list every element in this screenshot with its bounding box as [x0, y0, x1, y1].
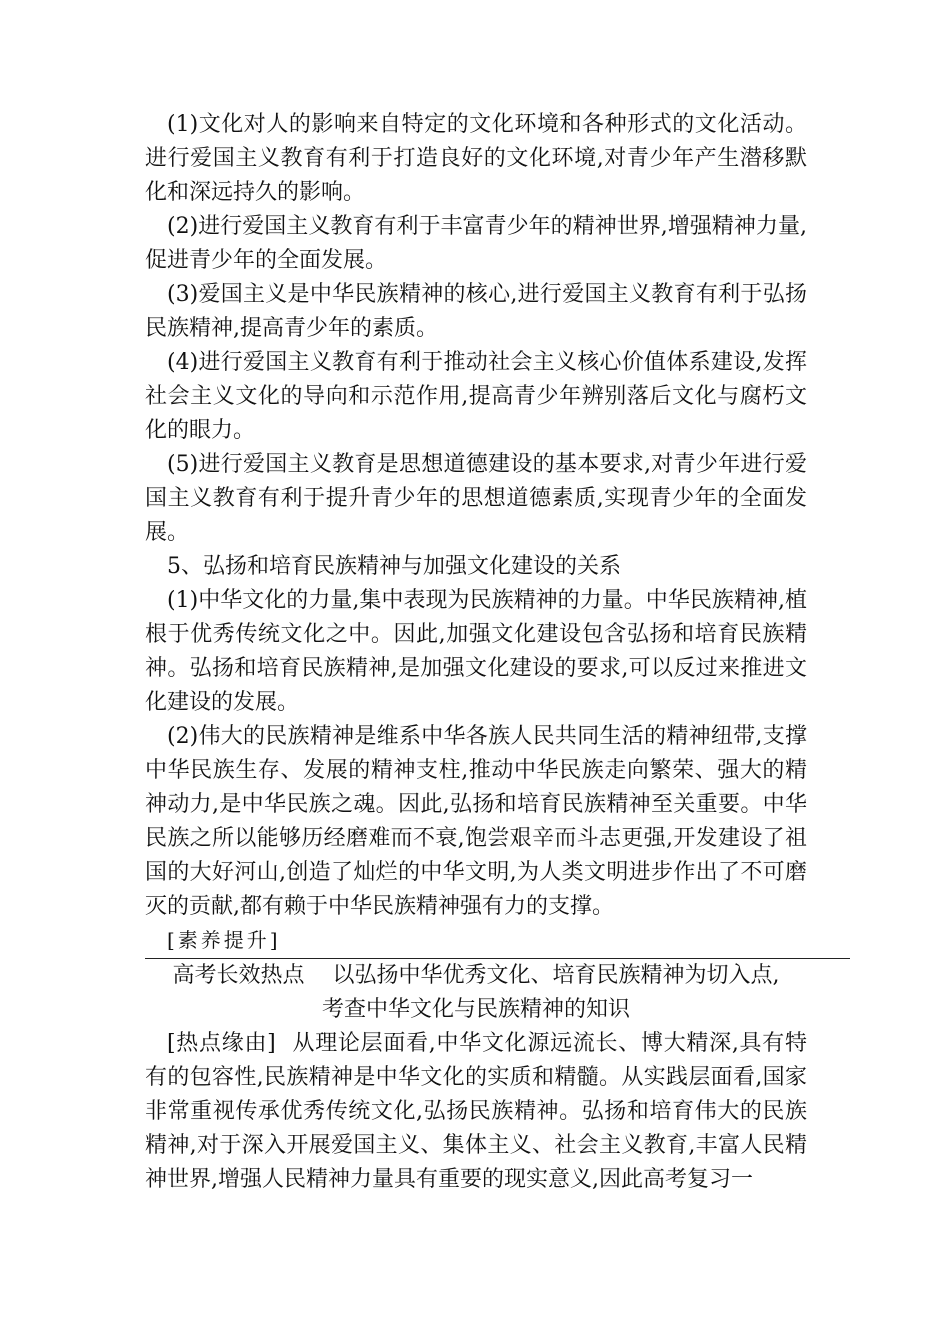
hot-reason-tag: [热点缘由] — [167, 1031, 276, 1056]
paragraph-5: (5)进行爱国主义教育是思想道德建设的基本要求,对青少年进行爱国主义教育有利于提升青少年的思想道德素质,实现青少年的全面发展。 — [145, 452, 807, 545]
paragraph-5-1: (1)中华文化的力量,集中表现为民族精神的力量。中华民族精神,植根于优秀传统文化之中。因此,加强文化建设包含弘扬和培育民族精神。弘扬和培育民族精神,是加强文化建设的要求,可以反过来推进文化建设的发展。 — [145, 588, 807, 715]
hot-topic-title-1: 以弘扬中华优秀文化、培育民族精神为切入点, — [332, 963, 780, 988]
document-page — [145, 108, 807, 1197]
paragraph-3: (3)爱国主义是中华民族精神的核心,进行爱国主义教育有利于弘扬民族精神,提高青少年的素质。 — [145, 282, 807, 341]
hot-reason-text: 从理论层面看,中华文化源远流长、博大精深,具有特有的包容性,民族精神是中华文化的实质和精髓。从实践层面看,国家非常重视传承优秀传统文化,弘扬民族精神。弘扬和培育伟大的民族精神,对于深入开展爱国主义、集体主义、社会主义教育,丰富人民精神世界,增强人民精神力量具有重要的现实意义,因此高考复习一 — [145, 1031, 807, 1192]
heading-5: 5、弘扬和培育民族精神与加强文化建设的关系 — [167, 554, 621, 579]
section-label: [素养提升] — [167, 928, 281, 952]
paragraph-2: (2)进行爱国主义教育有利于丰富青少年的精神世界,增强精神力量,促进青少年的全面发展。 — [145, 214, 807, 273]
paragraph-1: (1)文化对人的影响来自特定的文化环境和各种形式的文化活动。进行爱国主义教育有利于打造良好的文化环境,对青少年产生潜移默化和深远持久的影响。 — [145, 112, 807, 205]
hot-topic-line-2: 考查中华文化与民族精神的知识 — [321, 997, 630, 1022]
hot-reason-paragraph — [145, 1027, 807, 1197]
paragraph-4: (4)进行爱国主义教育有利于推动社会主义核心价值体系建设,发挥社会主义文化的导向和示范作用,提高青少年辨别落后文化与腐朽文化的眼力。 — [145, 350, 807, 443]
hot-topic-line-1 — [145, 959, 807, 993]
paragraph-5-2: (2)伟大的民族精神是维系中华各族人民共同生活的精神纽带,支撑中华民族生存、发展的精神支柱,推动中华民族走向繁荣、强大的精神动力,是中华民族之魂。因此,弘扬和培育民族精神至关重要。中华民族之所以能够历经磨难而不衰,饱尝艰辛而斗志更强,开发建设了祖国的大好河山,创造了灿烂的中华文明,为人类文明进步作出了不可磨灭的贡献,都有赖于中华民族精神强有力的支撑。 — [145, 724, 807, 919]
hot-topic-label: 高考长效热点 — [172, 963, 305, 988]
